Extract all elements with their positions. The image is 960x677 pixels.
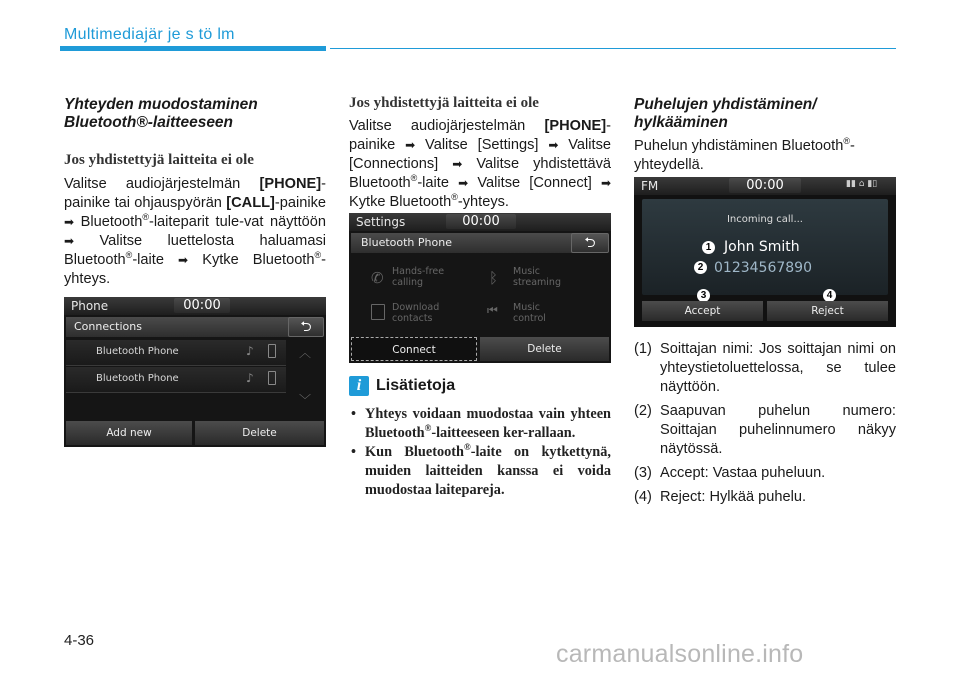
skip-back-icon: ⏮ xyxy=(487,303,498,317)
marker-1: 1 xyxy=(702,241,715,254)
info-title: Lisätietoja xyxy=(376,377,456,394)
connect-button[interactable]: Connect xyxy=(351,337,477,361)
info-bullets xyxy=(349,405,611,500)
marker-2: 2 xyxy=(694,261,707,274)
clock: 00:00 xyxy=(174,298,230,313)
arrow-icon: ➡ xyxy=(405,138,416,152)
col3-intro: Puhelun yhdistäminen Bluetooth®-yhteydellä. xyxy=(634,136,855,173)
item-line1: Music xyxy=(513,302,541,313)
caller-number: 01234567890 xyxy=(714,260,812,276)
device-name: Bluetooth Phone xyxy=(96,373,179,384)
list-item: (2) Saapuvan puhelun numero: Soittajan puhelinnumero näkyy näytössä. xyxy=(634,403,896,457)
section-header-title: Multimediajär je s tö lm xyxy=(64,26,235,43)
caller-name: John Smith xyxy=(724,239,800,255)
watermark: carmanualsonline.info xyxy=(556,640,804,668)
col1-heading: Yhteyden muodostaminen Bluetooth®-laitteeseen xyxy=(64,96,258,131)
marker-4: 4 xyxy=(823,289,836,302)
incoming-call-screen xyxy=(634,177,896,327)
arrow-icon: ➡ xyxy=(458,176,469,190)
scroll-up-icon[interactable]: ︿ xyxy=(298,346,311,360)
bluetooth-icon: ᛒ xyxy=(489,269,499,287)
delete-button[interactable]: Delete xyxy=(480,337,609,361)
item-line1: Music xyxy=(513,266,541,277)
info-bullet: • Kun Bluetooth®-laite on kytkettynä, muiden laitteiden kanssa ei voida muodostaa laitepareja. xyxy=(351,442,611,498)
status-icons: ▮▮ ⌂ ▮▯ xyxy=(846,179,878,189)
arrow-icon: ➡ xyxy=(64,234,75,248)
delete-button[interactable]: Delete xyxy=(195,421,324,445)
bluetooth-settings-screen xyxy=(349,213,611,363)
screen-title-bar xyxy=(64,297,326,315)
connections-header: Connections xyxy=(66,317,294,337)
item-line1: Hands-free xyxy=(392,266,445,277)
col1-paragraph: Valitse audiojärjestelmän [PHONE]-painike tai ohjauspyörän [CALL]-painike ➡ Bluetooth®-laiteparit tule-vat näyttöön ➡ Valitse luettelosta haluamasi Bluetooth®-laite ➡ Kytke Bluetooth®-yhteys. xyxy=(64,176,326,287)
call-elements-list xyxy=(634,340,896,507)
screen-title: Settings xyxy=(356,215,406,229)
music-streaming-item[interactable] xyxy=(489,265,599,293)
phone-icon xyxy=(268,344,276,358)
screen-title-bar xyxy=(349,213,611,231)
list-item: (1) Soittajan nimi: Jos soittajan nimi on yhteystietoluettelossa, se tulee näyttöön. xyxy=(634,341,896,395)
music-note-icon: ♪ xyxy=(246,371,254,385)
phone-connections-screen xyxy=(64,297,326,447)
music-note-icon: ♪ xyxy=(246,344,254,358)
back-icon[interactable]: ⮌ xyxy=(288,317,324,337)
download-contacts-item[interactable] xyxy=(369,301,479,329)
back-icon[interactable]: ⮌ xyxy=(571,233,609,253)
device-row[interactable] xyxy=(66,340,286,366)
music-control-item[interactable] xyxy=(489,301,599,329)
item-line2: contacts xyxy=(392,313,433,324)
screen-title: FM xyxy=(641,179,659,193)
arrow-icon: ➡ xyxy=(600,176,612,190)
accept-button[interactable]: Accept xyxy=(642,301,763,321)
device-row[interactable] xyxy=(66,367,286,393)
screen-title: Phone xyxy=(71,299,109,313)
header-accent-bar xyxy=(60,46,326,51)
reject-button[interactable]: Reject xyxy=(767,301,888,321)
col2-paragraph: Valitse audiojärjestelmän [PHONE]-painike ➡ Valitse [Settings] ➡ Valitse [Connections] ➡ Valitse yhdistettävä Bluetooth®-laite ➡ Valitse [Connect] ➡ Kytke Bluetooth®-yhteys. xyxy=(349,118,612,210)
arrow-icon: ➡ xyxy=(178,253,189,267)
item-line2: calling xyxy=(392,277,424,288)
col2-subheading: Jos yhdistettyjä laitteita ei ole xyxy=(349,95,539,111)
item-line1: Download xyxy=(392,302,440,313)
col3-heading: Puhelujen yhdistäminen/ hylkääminen xyxy=(634,96,817,131)
marker-3: 3 xyxy=(697,289,710,302)
item-line2: control xyxy=(513,313,546,324)
info-bullet: • Yhteys voidaan muodostaa vain yhteen Bluetooth®-laitteeseen ker-rallaan. xyxy=(351,406,611,441)
item-line2: streaming xyxy=(513,277,561,288)
device-name: Bluetooth Phone xyxy=(96,346,179,357)
col1-subheading: Jos yhdistettyjä laitteita ei ole xyxy=(64,152,254,168)
add-new-button[interactable]: Add new xyxy=(66,421,192,445)
bluetooth-phone-header: Bluetooth Phone xyxy=(351,233,575,253)
arrow-icon: ➡ xyxy=(452,157,463,171)
clock: 00:00 xyxy=(729,178,801,193)
page-number: 4-36 xyxy=(64,632,95,649)
hands-free-calling-item[interactable] xyxy=(369,265,479,293)
phone-icon xyxy=(268,371,276,385)
arrow-icon: ➡ xyxy=(548,138,559,152)
phone-handset-icon: ✆ xyxy=(371,269,384,287)
incoming-call-label: Incoming call... xyxy=(726,214,803,225)
screen-title-bar xyxy=(634,177,896,195)
header-rule xyxy=(330,48,896,49)
clock: 00:00 xyxy=(446,214,516,229)
list-item: (4) Reject: Hylkää puhelu. xyxy=(634,489,807,505)
info-icon: i xyxy=(349,376,369,396)
list-item: (3) Accept: Vastaa puheluun. xyxy=(634,465,826,481)
arrow-icon: ➡ xyxy=(64,215,75,229)
scroll-down-icon[interactable]: ﹀ xyxy=(298,393,311,407)
contacts-icon xyxy=(371,304,385,320)
